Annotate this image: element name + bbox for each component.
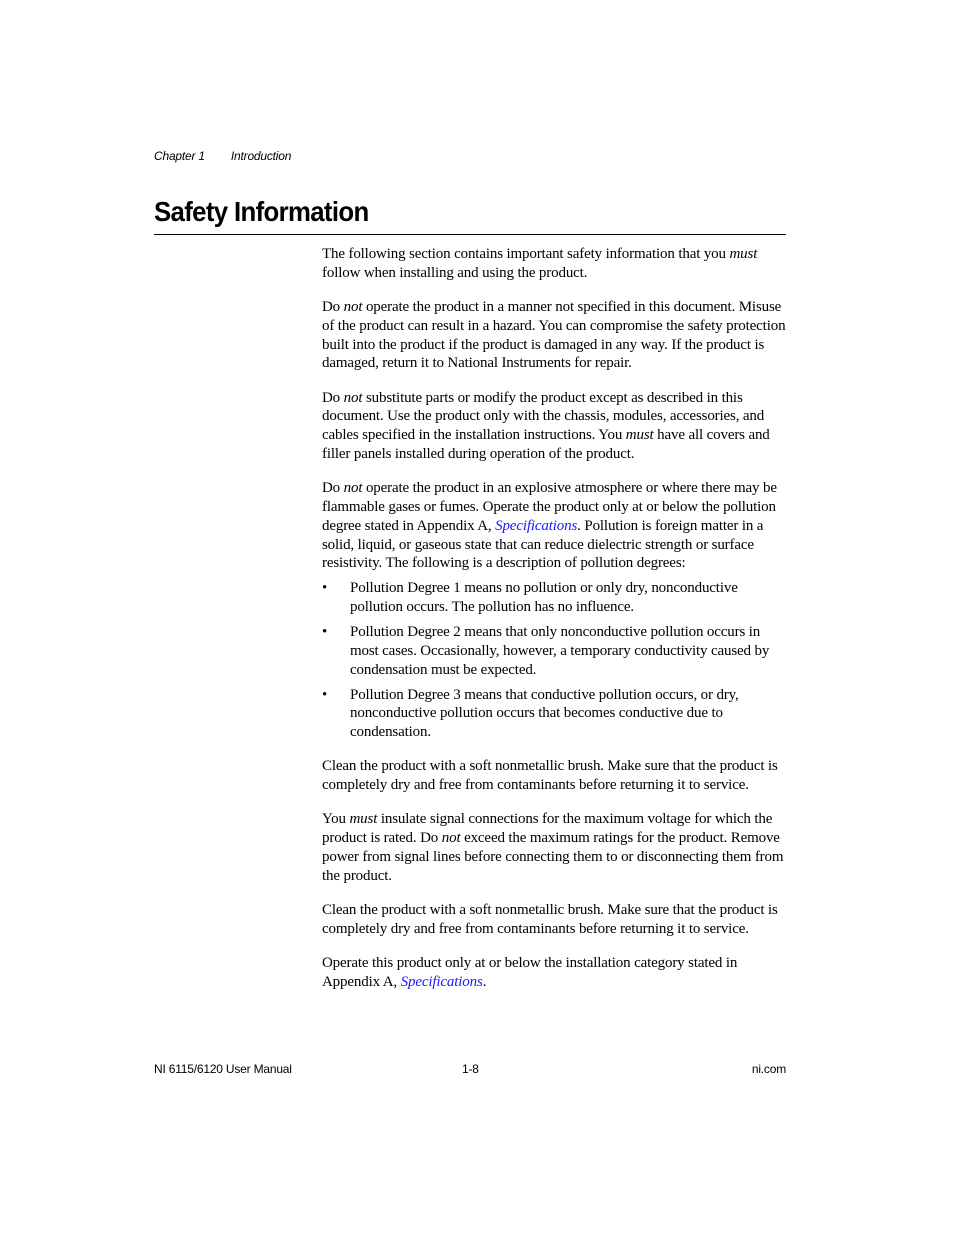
section-title: Safety Information — [154, 196, 369, 227]
footer-page-number: 1-8 — [462, 1062, 479, 1076]
list-item — [322, 623, 788, 679]
text-run: Do — [322, 480, 344, 497]
text-run: substitute parts or modify the product except as described in this document. Use the product only with the chassis, modules, accessories, and cables specified in the installation instructions. You — [322, 389, 765, 444]
emphasis: must — [729, 246, 758, 262]
specifications-link[interactable]: Specifications — [495, 517, 578, 534]
text-run: operate the product in a manner not specified in this document. Misuse of the product can result in a hazard. You can compromise the safety protection built into the product if the product is damaged in any way. If the product is damaged, return it to National Instruments for repair. — [322, 298, 786, 372]
list-item — [322, 686, 788, 742]
footer-manual-name: NI 6115/6120 User Manual — [154, 1062, 292, 1076]
footer-website: ni.com — [751, 1062, 786, 1076]
list-item — [322, 579, 788, 617]
text-run: You — [322, 811, 350, 828]
insulation-paragraph — [322, 810, 788, 885]
title-divider — [154, 234, 786, 235]
text-run: Do — [322, 389, 344, 406]
list-item-text: Pollution Degree 2 means that only nonconductive pollution occurs in most cases. Occasionally, however, a temporary conductivity caused by condensation must be expected. — [350, 624, 770, 678]
text-run: exceed the maximum ratings for the product. Remove power from signal lines before connecting them to or disconnecting them from the product. — [322, 830, 784, 884]
emphasis: must — [625, 427, 654, 444]
intro-paragraph — [322, 245, 788, 283]
text-run: . — [482, 973, 487, 990]
emphasis: must — [349, 811, 378, 828]
chapter-label: Chapter 1 — [154, 149, 205, 163]
cleaning-paragraph: Clean the product with a soft nonmetallic brush. Make sure that the product is completely dry and free from contaminants before returning it to service. — [322, 758, 778, 794]
operation-warning-paragraph — [322, 298, 788, 373]
text-run: Do — [322, 298, 344, 315]
body-content — [322, 245, 788, 1007]
chapter-title: Introduction — [230, 149, 292, 163]
emphasis: not — [343, 389, 363, 406]
text-run: follow when installing and using the product. — [322, 264, 588, 281]
pollution-degree-list — [322, 579, 788, 742]
emphasis: not — [343, 480, 363, 497]
emphasis: not — [441, 830, 461, 847]
running-header — [154, 149, 291, 163]
specifications-link[interactable]: Specifications — [400, 973, 483, 990]
text-run: operate the product in an explosive atmosphere or where there may be flammable gases or fumes. Operate the product only at or below the pollution degree stated in Appendix A, — [322, 480, 777, 534]
installation-category-paragraph — [322, 954, 788, 992]
text-run: . Pollution is foreign matter in a solid, liquid, or gaseous state that can reduce dielectric strength or surface resistivity. The following is a description of pollution degrees: — [322, 517, 764, 572]
pollution-paragraph — [322, 479, 788, 573]
list-item-text: Pollution Degree 1 means no pollution or only dry, nonconductive pollution occurs. The pollution has no influence. — [350, 580, 738, 616]
list-item-text: Pollution Degree 3 means that conductive pollution occurs, or dry, nonconductive pollution occurs that becomes conductive due to condensation. — [350, 686, 739, 741]
bullet-icon: • — [322, 580, 328, 597]
text-run: The following section contains important safety information that you — [322, 246, 730, 262]
emphasis: not — [343, 298, 363, 315]
bullet-icon: • — [322, 686, 328, 703]
text-run: have all covers and filler panels installed during operation of the product. — [322, 427, 770, 462]
text-run: Operate this product only at or below the installation category stated in Appendix A, — [322, 955, 738, 990]
cleaning-paragraph-repeat: Clean the product with a soft nonmetallic brush. Make sure that the product is completely dry and free from contaminants before returning it to service. — [322, 902, 778, 937]
text-run: insulate signal connections for the maximum voltage for which the product is rated. Do — [322, 811, 773, 847]
bullet-icon: • — [322, 624, 328, 641]
parts-warning-paragraph — [322, 389, 788, 464]
